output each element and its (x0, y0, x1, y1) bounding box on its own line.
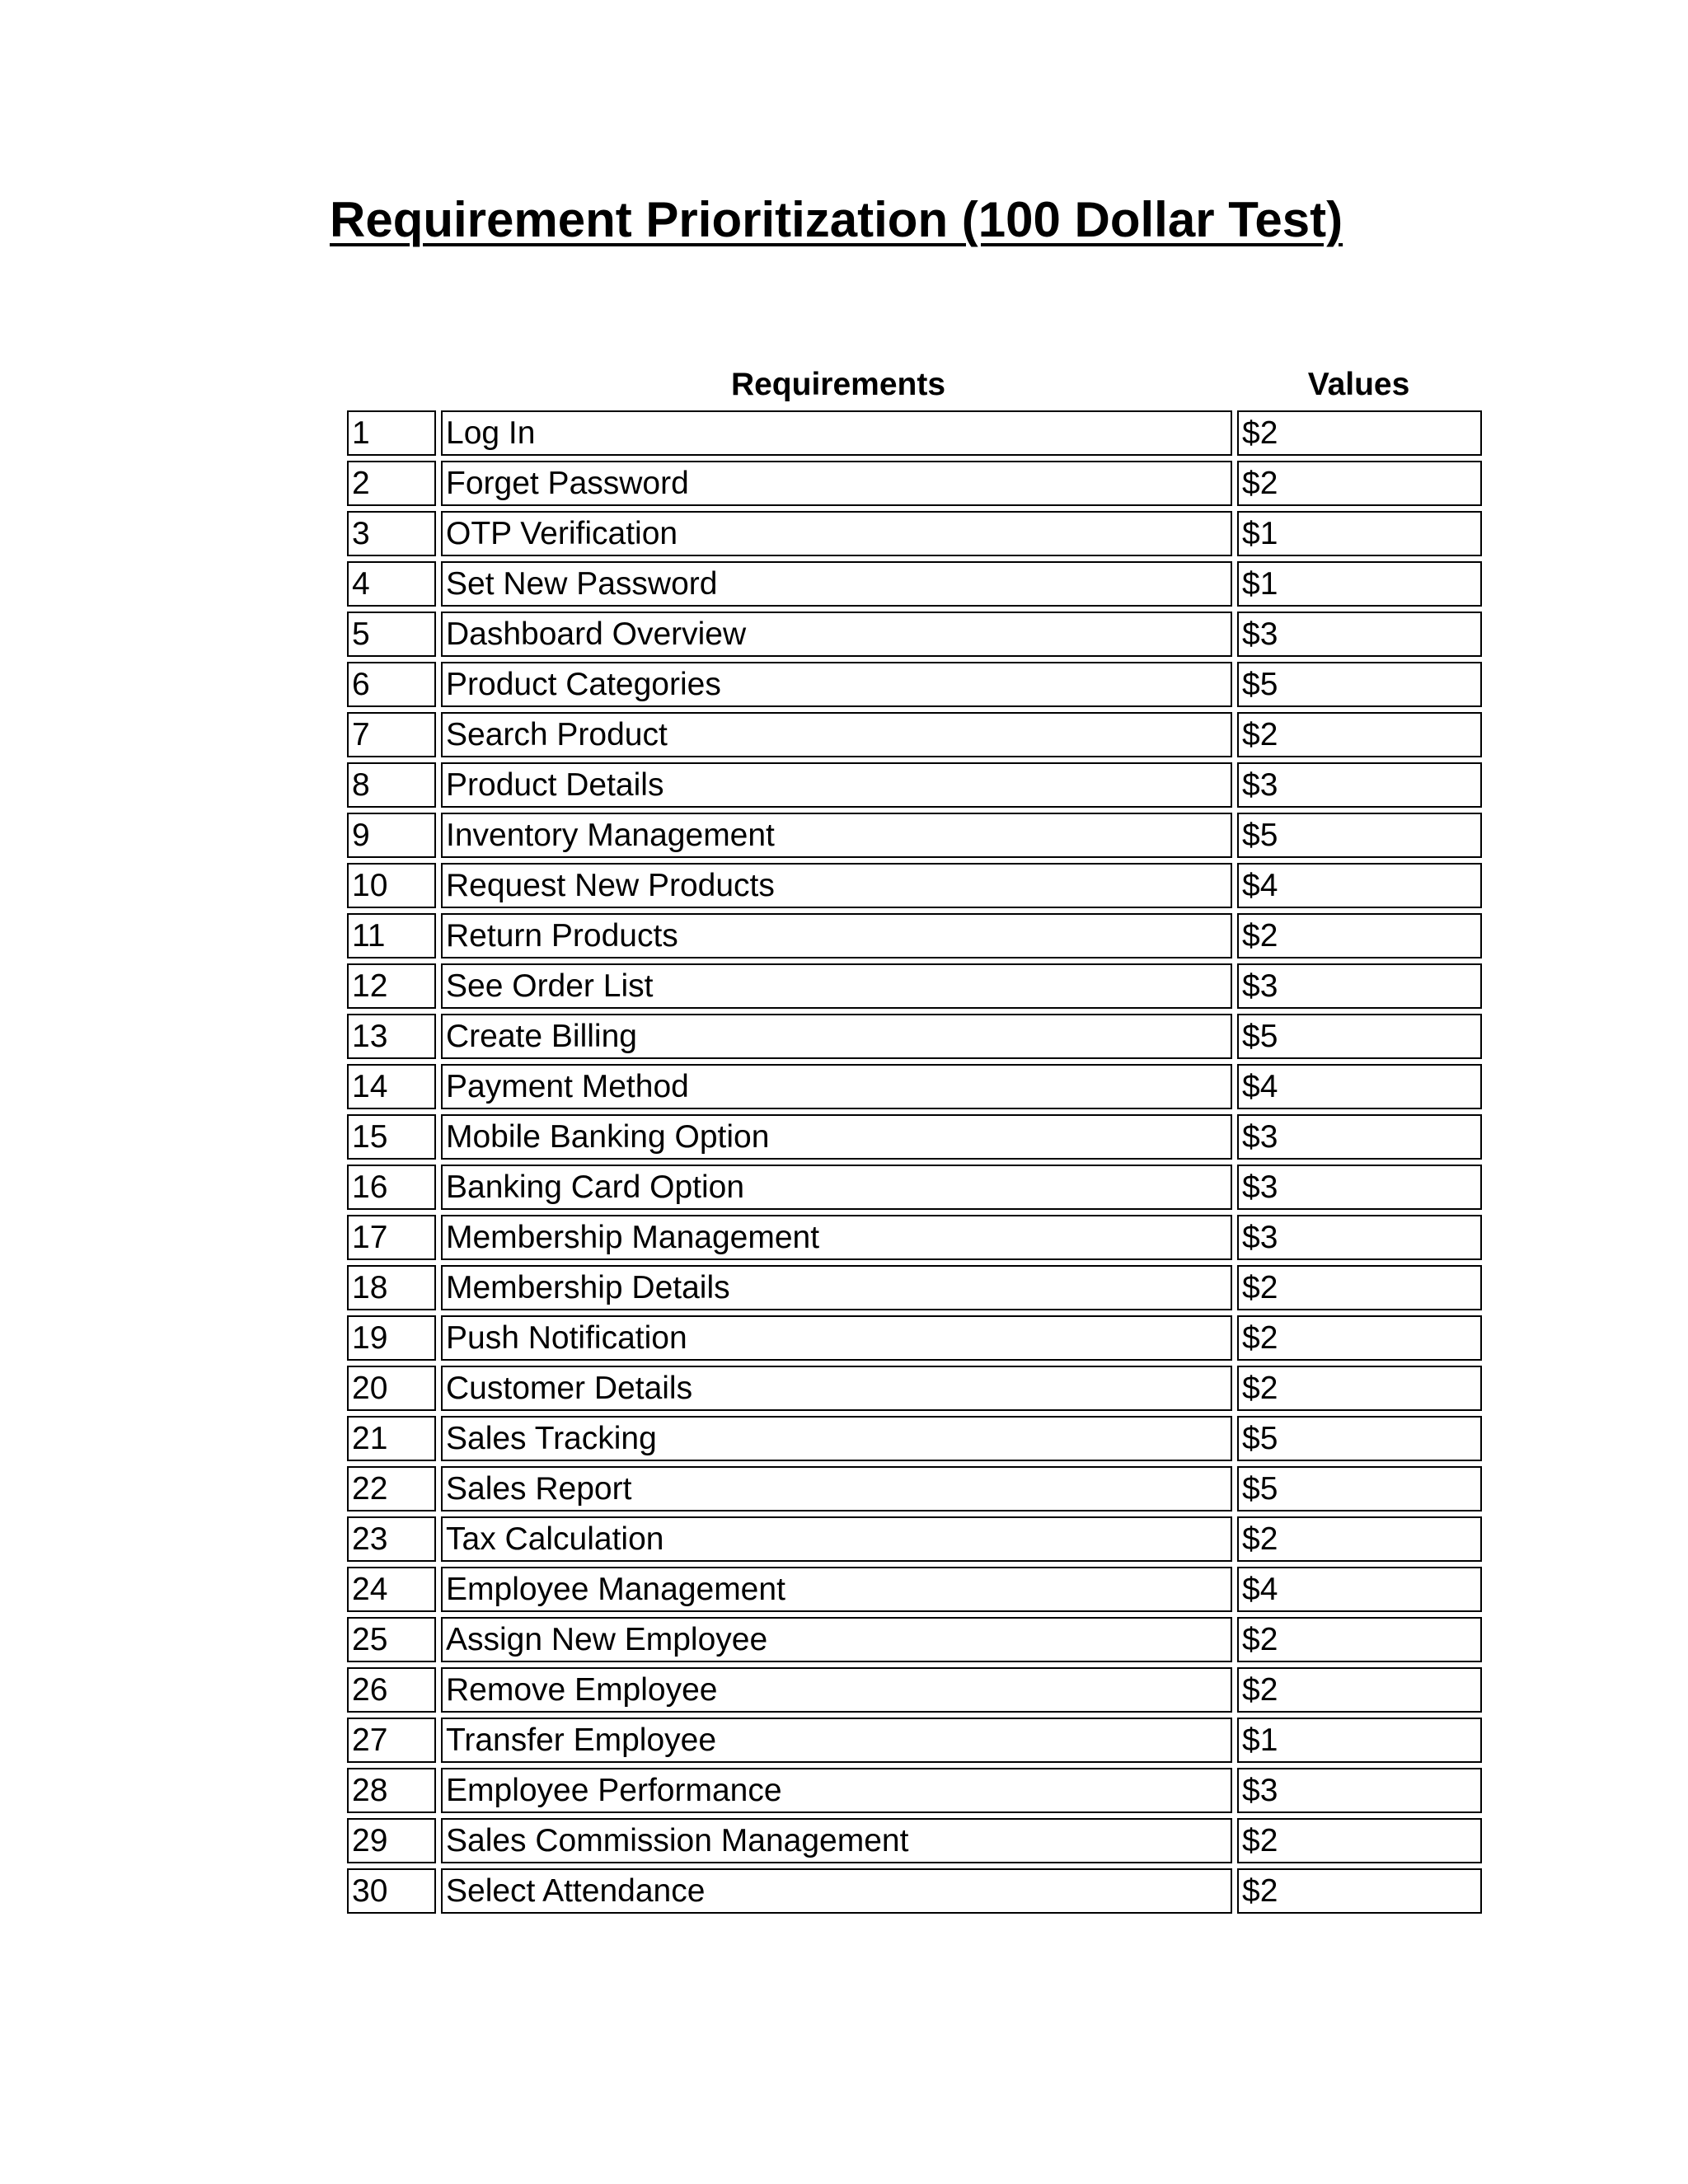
requirement-name-cell: Banking Card Option (441, 1165, 1232, 1210)
table-row (347, 813, 1482, 858)
requirement-value-cell: $3 (1237, 762, 1482, 808)
table-row (347, 1617, 1482, 1662)
row-number-cell: 26 (347, 1667, 436, 1713)
row-number-cell: 21 (347, 1416, 436, 1461)
values-column-header: Values (1307, 367, 1410, 402)
requirement-value-cell: $3 (1237, 963, 1482, 1009)
row-number-cell: 28 (347, 1768, 436, 1813)
row-number-cell: 9 (347, 813, 436, 858)
requirement-name-cell: See Order List (441, 963, 1232, 1009)
table-row (347, 1265, 1482, 1310)
requirement-value-cell: $1 (1237, 1718, 1482, 1763)
table-row (347, 1516, 1482, 1562)
requirement-name-cell: Product Details (441, 762, 1232, 808)
requirement-name-cell: Sales Commission Management (441, 1818, 1232, 1863)
requirement-name-cell: Employee Performance (441, 1768, 1232, 1813)
row-number-cell: 12 (347, 963, 436, 1009)
table-row (347, 963, 1482, 1009)
row-number-cell: 20 (347, 1366, 436, 1411)
requirement-value-cell: $5 (1237, 813, 1482, 858)
requirement-name-cell: Return Products (441, 913, 1232, 958)
requirement-value-cell: $1 (1237, 511, 1482, 556)
row-number-cell: 24 (347, 1567, 436, 1612)
row-number-cell: 13 (347, 1014, 436, 1059)
requirement-name-cell: Log In (441, 410, 1232, 456)
row-number-cell: 17 (347, 1215, 436, 1260)
row-number-cell: 16 (347, 1165, 436, 1210)
requirement-value-cell: $3 (1237, 1165, 1482, 1210)
requirement-name-cell: Sales Report (441, 1466, 1232, 1511)
requirement-value-cell: $3 (1237, 1215, 1482, 1260)
row-number-cell: 27 (347, 1718, 436, 1763)
table-row (347, 1114, 1482, 1160)
requirement-name-cell: Remove Employee (441, 1667, 1232, 1713)
table-row (347, 913, 1482, 958)
requirement-value-cell: $3 (1237, 1114, 1482, 1160)
table-row (347, 1064, 1482, 1109)
requirement-name-cell: Inventory Management (441, 813, 1232, 858)
requirement-value-cell: $2 (1237, 712, 1482, 757)
requirement-name-cell: Forget Password (441, 461, 1232, 506)
requirement-name-cell: Assign New Employee (441, 1617, 1232, 1662)
requirement-name-cell: Employee Management (441, 1567, 1232, 1612)
requirement-name-cell: Payment Method (441, 1064, 1232, 1109)
requirement-value-cell: $2 (1237, 1516, 1482, 1562)
requirement-value-cell: $2 (1237, 1617, 1482, 1662)
table-row (347, 1768, 1482, 1813)
requirement-value-cell: $4 (1237, 1567, 1482, 1612)
table-row (347, 1165, 1482, 1210)
table-row (347, 1014, 1482, 1059)
table-row (347, 461, 1482, 506)
row-number-cell: 11 (347, 913, 436, 958)
row-number-cell: 15 (347, 1114, 436, 1160)
requirement-value-cell: $5 (1237, 1466, 1482, 1511)
table-row (347, 1868, 1482, 1914)
row-number-cell: 6 (347, 662, 436, 707)
row-number-cell: 30 (347, 1868, 436, 1914)
row-number-cell: 19 (347, 1315, 436, 1361)
table-row (347, 863, 1482, 908)
requirement-name-cell: Tax Calculation (441, 1516, 1232, 1562)
requirements-table-body (347, 410, 1482, 1914)
row-number-cell: 14 (347, 1064, 436, 1109)
table-row (347, 1466, 1482, 1511)
requirements-table (342, 405, 1487, 1919)
requirement-name-cell: Push Notification (441, 1315, 1232, 1361)
table-row (347, 511, 1482, 556)
row-number-cell: 10 (347, 863, 436, 908)
row-number-cell: 1 (347, 410, 436, 456)
requirement-name-cell: Dashboard Overview (441, 612, 1232, 657)
requirement-value-cell: $5 (1237, 1014, 1482, 1059)
requirement-name-cell: Product Categories (441, 662, 1232, 707)
requirements-column-header: Requirements (730, 367, 946, 402)
row-number-cell: 4 (347, 561, 436, 607)
table-row (347, 712, 1482, 757)
requirement-name-cell: Select Attendance (441, 1868, 1232, 1914)
row-number-cell: 22 (347, 1466, 436, 1511)
page-title: Requirement Prioritization (100 Dollar Test) (330, 192, 1343, 247)
requirement-value-cell: $3 (1237, 612, 1482, 657)
table-row (347, 1315, 1482, 1361)
requirement-value-cell: $3 (1237, 1768, 1482, 1813)
requirement-name-cell: Search Product (441, 712, 1232, 757)
requirement-value-cell: $4 (1237, 1064, 1482, 1109)
requirement-value-cell: $2 (1237, 913, 1482, 958)
requirement-name-cell: Create Billing (441, 1014, 1232, 1059)
requirement-value-cell: $4 (1237, 863, 1482, 908)
requirement-name-cell: Transfer Employee (441, 1718, 1232, 1763)
table-row (347, 1718, 1482, 1763)
table-row (347, 762, 1482, 808)
row-number-cell: 23 (347, 1516, 436, 1562)
table-row (347, 1416, 1482, 1461)
requirement-value-cell: $2 (1237, 1265, 1482, 1310)
row-number-cell: 2 (347, 461, 436, 506)
requirement-value-cell: $2 (1237, 1366, 1482, 1411)
requirement-value-cell: $2 (1237, 410, 1482, 456)
table-row (347, 662, 1482, 707)
row-number-cell: 7 (347, 712, 436, 757)
row-number-cell: 29 (347, 1818, 436, 1863)
table-row (347, 561, 1482, 607)
requirement-value-cell: $2 (1237, 461, 1482, 506)
requirement-name-cell: Mobile Banking Option (441, 1114, 1232, 1160)
requirement-value-cell: $2 (1237, 1868, 1482, 1914)
requirement-value-cell: $2 (1237, 1818, 1482, 1863)
table-row (347, 1366, 1482, 1411)
requirement-value-cell: $2 (1237, 1667, 1482, 1713)
requirement-name-cell: Sales Tracking (441, 1416, 1232, 1461)
requirement-name-cell: Membership Management (441, 1215, 1232, 1260)
requirement-value-cell: $1 (1237, 561, 1482, 607)
table-row (347, 410, 1482, 456)
table-row (347, 1567, 1482, 1612)
requirement-name-cell: Membership Details (441, 1265, 1232, 1310)
requirement-name-cell: Set New Password (441, 561, 1232, 607)
row-number-cell: 18 (347, 1265, 436, 1310)
requirement-value-cell: $2 (1237, 1315, 1482, 1361)
row-number-cell: 8 (347, 762, 436, 808)
row-number-cell: 25 (347, 1617, 436, 1662)
row-number-cell: 3 (347, 511, 436, 556)
requirement-name-cell: OTP Verification (441, 511, 1232, 556)
table-row (347, 1818, 1482, 1863)
table-row (347, 1215, 1482, 1260)
requirement-value-cell: $5 (1237, 662, 1482, 707)
requirement-name-cell: Request New Products (441, 863, 1232, 908)
row-number-cell: 5 (347, 612, 436, 657)
requirement-value-cell: $5 (1237, 1416, 1482, 1461)
table-row (347, 1667, 1482, 1713)
table-row (347, 612, 1482, 657)
requirement-name-cell: Customer Details (441, 1366, 1232, 1411)
